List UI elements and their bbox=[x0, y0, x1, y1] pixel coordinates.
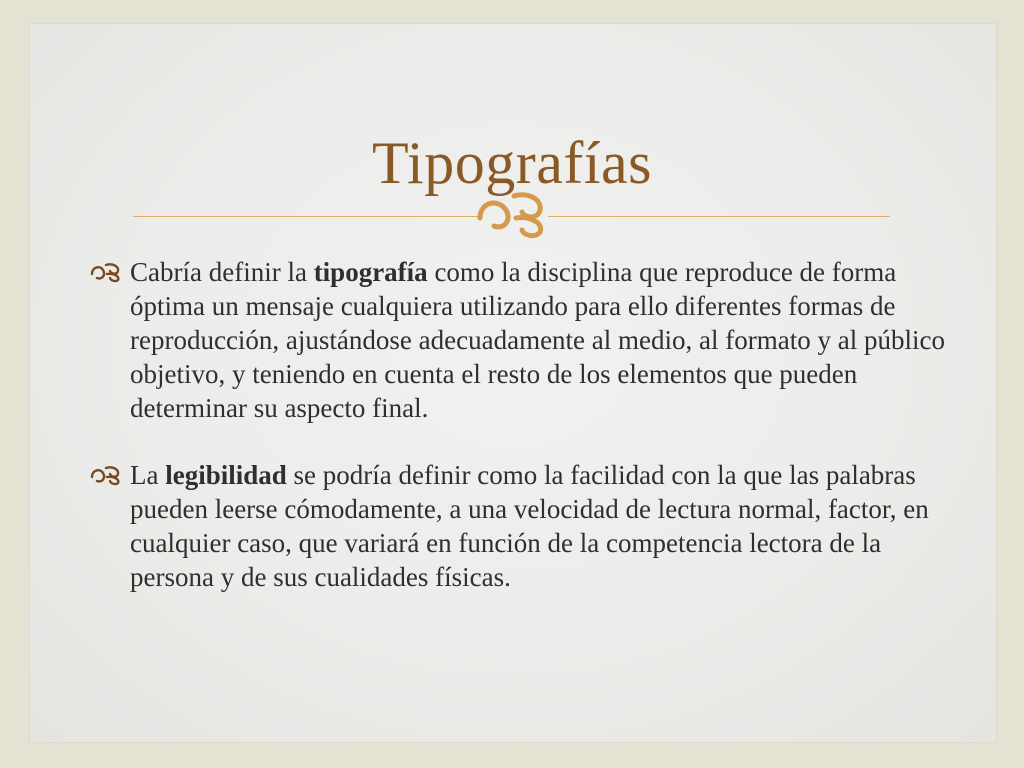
bullet-text-post: se podría definir como la facilidad con la que las palabras pueden leerse cómodamente, a una velocidad de lectura normal, factor, en cualquier caso, que variará en función de la competencia lectora de la persona y de sus cualidades físicas. bbox=[130, 460, 929, 592]
bullet-item-legibilidad bbox=[90, 458, 950, 594]
fleuron-ornament-icon bbox=[476, 188, 550, 240]
bullet-list bbox=[90, 255, 950, 627]
bullet-term-tipografia: tipografía bbox=[313, 257, 428, 287]
slide-title: Tipografías bbox=[372, 130, 652, 197]
fleuron-bullet-icon bbox=[90, 261, 122, 283]
bullet-item-tipografia bbox=[90, 255, 950, 425]
bullet-text-pre: Cabría definir la bbox=[130, 257, 314, 287]
divider-line-right bbox=[548, 216, 890, 217]
bullet-term-legibilidad: legibilidad bbox=[165, 460, 287, 490]
bullet-text-pre: La bbox=[130, 460, 166, 490]
fleuron-bullet-icon bbox=[90, 464, 122, 486]
bullet-text-post: como la disciplina que reproduce de forma óptima un mensaje cualquiera utilizando para ello diferentes formas de reproducción, ajustándose adecuadamente al medio, al formato y al público objetivo, y teniendo en cuenta el resto de los elementos que pueden determinar su aspecto final. bbox=[130, 257, 945, 423]
divider-line-left bbox=[133, 216, 478, 217]
